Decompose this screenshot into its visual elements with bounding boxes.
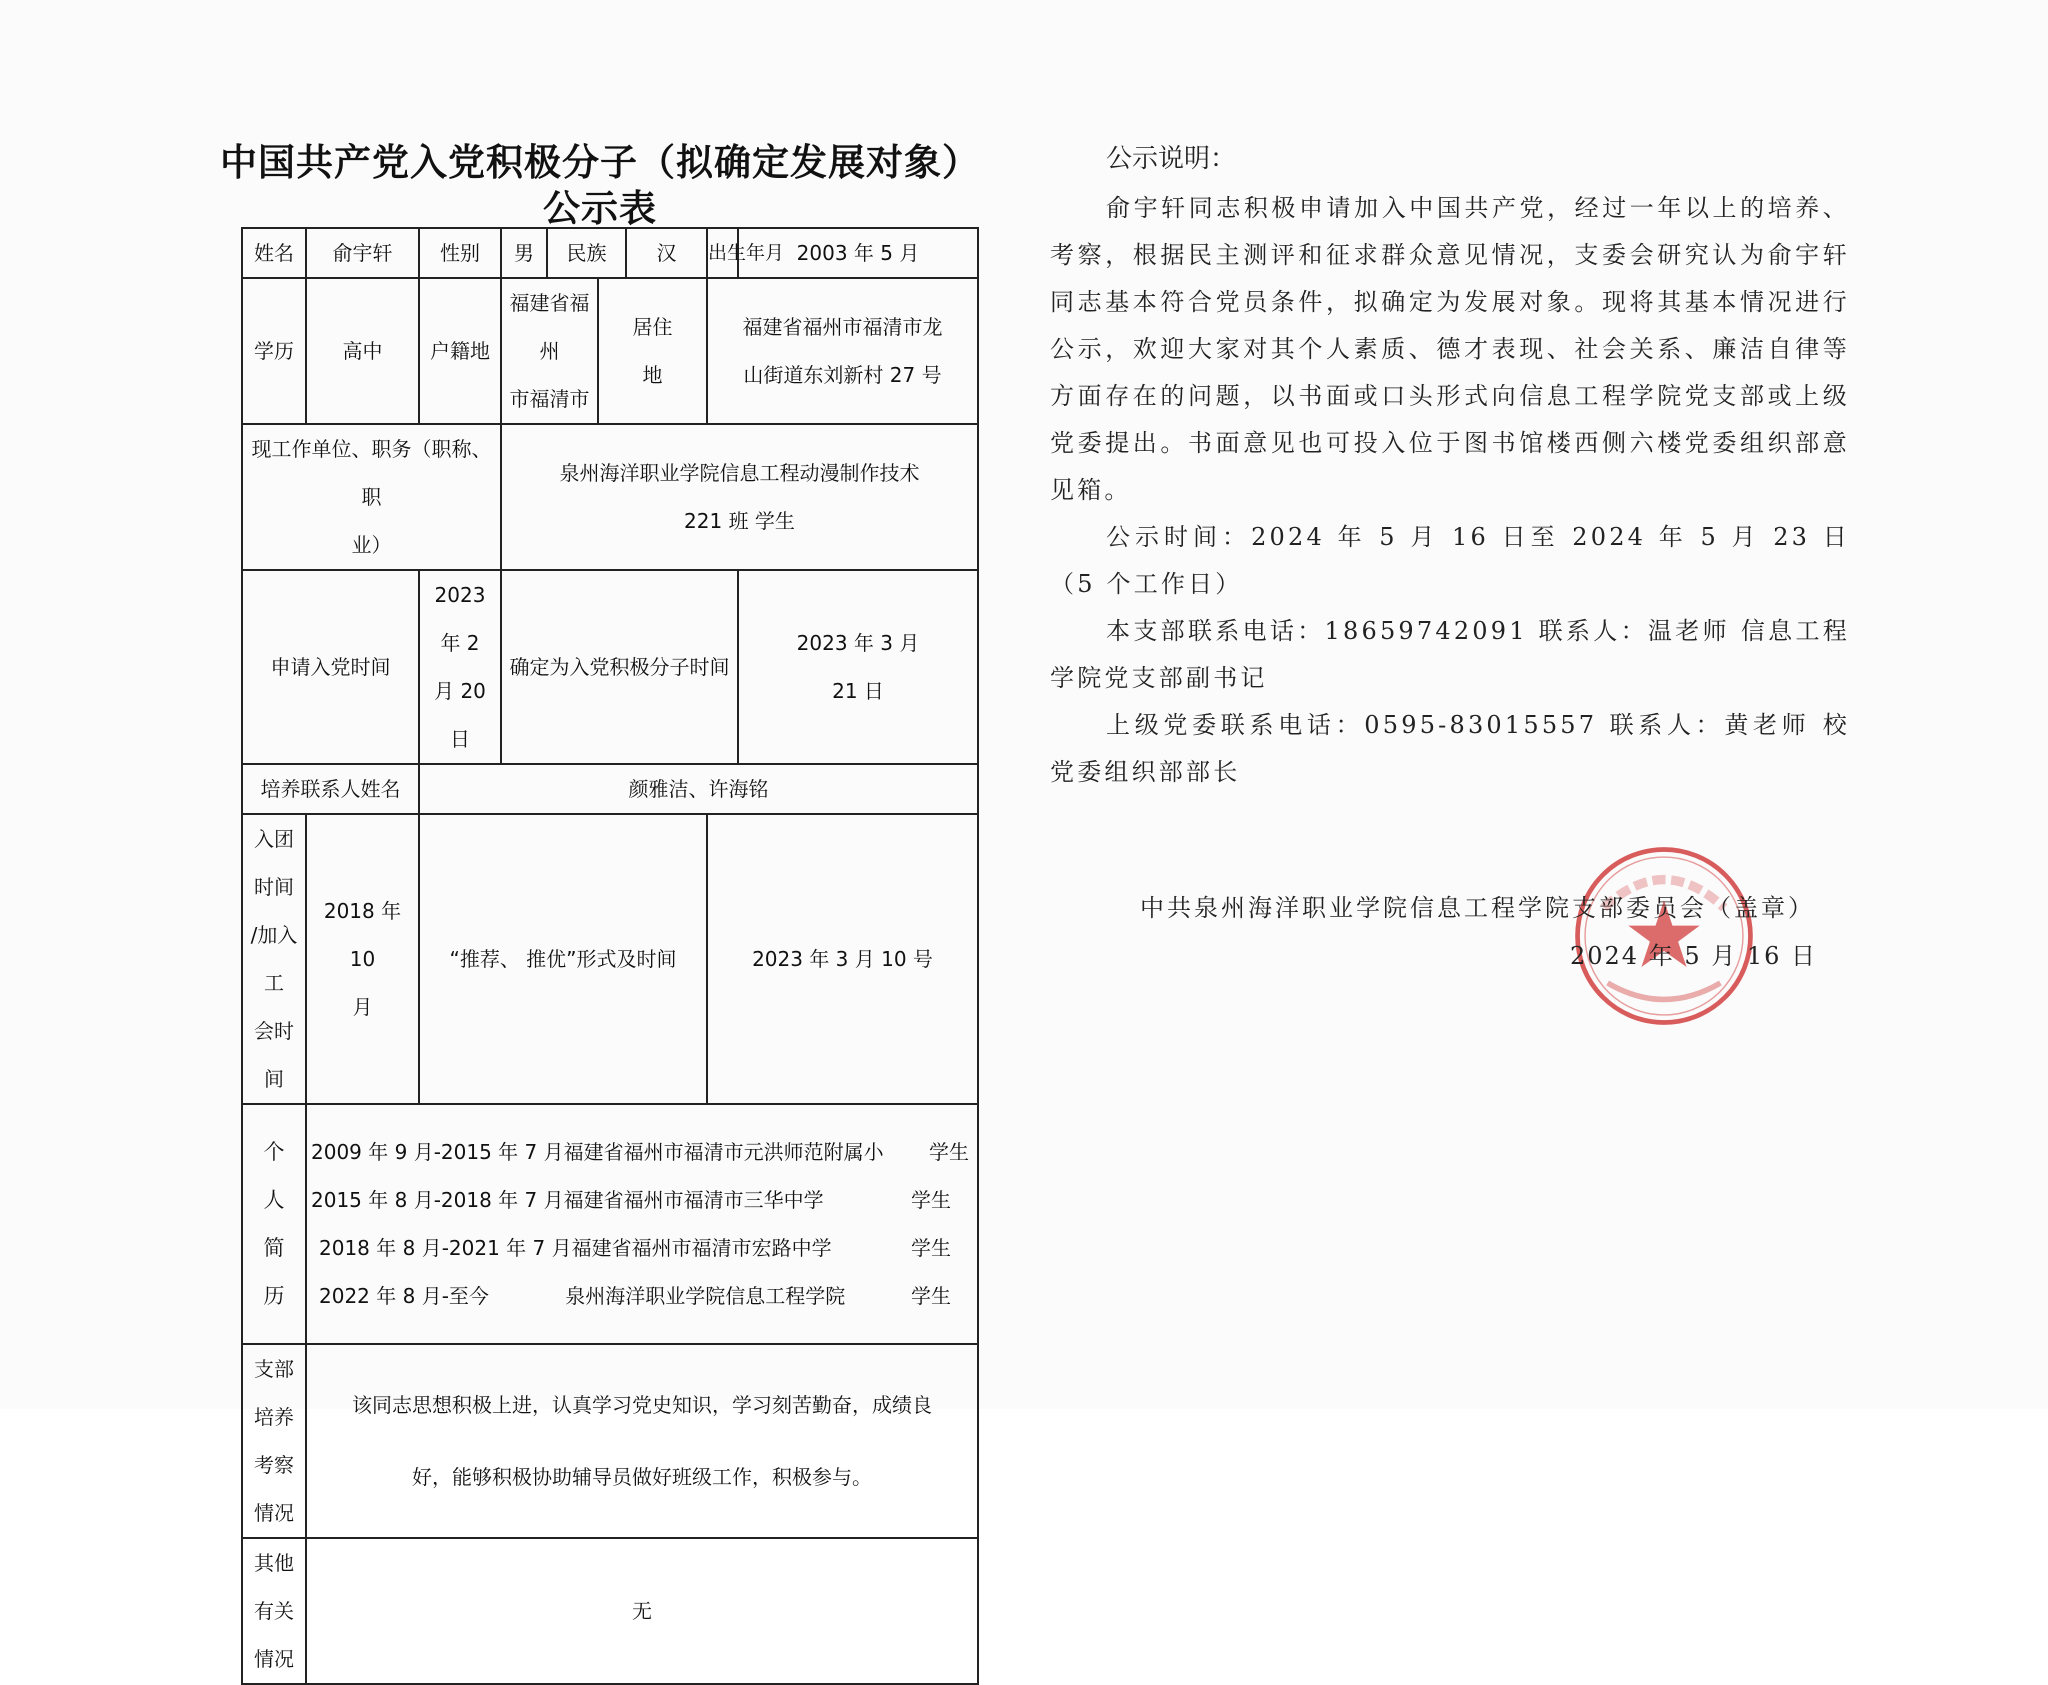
- ethnicity-label: 民族: [547, 228, 626, 278]
- assess-label-line-2: 培养: [254, 1405, 294, 1429]
- form-subtitle: 公示表: [543, 186, 657, 230]
- form-title: 中国共产党入党积极分子（拟确定发展对象）: [220, 140, 980, 184]
- resume-label-char-1: 个: [263, 1140, 285, 1164]
- resume-entry-role: 学生: [911, 1236, 951, 1260]
- birth-value: 2003 年 5 月: [738, 228, 978, 278]
- notice-period: 公示时间：2024 年 5 月 16 日至 2024 年 5 月 23 日 （5 个工作日）: [1050, 523, 1850, 598]
- assess-line-2: 好，能够积极协助辅导员做好班级工作，积极参与。: [412, 1465, 872, 1489]
- resume-entry-period: 2015 年 8 月-2018 年 7 月福建省福州市福清市三华中学: [311, 1188, 824, 1212]
- hukou-line-2: 市福清市: [509, 387, 590, 411]
- work-label-line-2: 业）: [351, 533, 392, 557]
- education-label: 学历: [242, 278, 306, 424]
- education-value: 高中: [306, 278, 419, 424]
- league-line-1: 2018 年 10: [323, 899, 402, 971]
- contact-value: 颜雅洁、许海铭: [419, 764, 978, 814]
- resume-label: [242, 1104, 306, 1344]
- assess-value: [306, 1344, 978, 1538]
- work-line-2: 221 班 学生: [684, 509, 795, 533]
- other-label-line-2: 有关: [254, 1599, 294, 1623]
- activist-line-2: 21 日: [832, 679, 884, 703]
- league-label-line-2: /加入工: [250, 923, 298, 995]
- resume-entry-role: 学生: [911, 1188, 951, 1212]
- assess-label: [242, 1344, 306, 1538]
- resume-label-char-4: 历: [263, 1284, 285, 1308]
- publicity-table: [241, 227, 979, 1685]
- hukou-value: [501, 278, 598, 424]
- resume-entry: [311, 1128, 973, 1176]
- ethnicity-value: 汉: [626, 228, 707, 278]
- activist-value: [738, 570, 978, 764]
- resume-entry: [311, 1272, 973, 1320]
- notice-section: [1050, 138, 1850, 796]
- work-line-1: 泉州海洋职业学院信息工程动漫制作技术: [559, 461, 920, 485]
- apply-label: 申请入党时间: [242, 570, 419, 764]
- signoff-organization: 中共泉州海洋职业学院信息工程学院支部委员会（盖章）: [1140, 894, 1815, 922]
- resume-entry-period: 2022 年 8 月-至今 泉州海洋职业学院信息工程学院: [319, 1284, 846, 1308]
- apply-value: [419, 570, 501, 764]
- contact-label: 培养联系人姓名: [242, 764, 419, 814]
- apply-line-2: 月 20 日: [434, 679, 486, 751]
- recommend-label: “推荐、 推优”形式及时间: [419, 814, 707, 1104]
- gender-value: 男: [501, 228, 547, 278]
- assess-line-1: 该同志思想积极上进，认真学习党史知识，学习刻苦勤奋，成绩良: [352, 1393, 932, 1417]
- notice-paragraph: 俞宇轩同志积极申请加入中国共产党，经过一年以上的培养、考察，根据民主测评和征求群众意见情况，支委会研究认为俞宇轩同志基本符合党员条件，拟确定为发展对象。现将其基本情况进行公示，欢迎大家对其个人素质、德才表现、社会关系、廉洁自律等方面存在的问题，以书面或口头形式向信息工程学院党支部或上级党委提出。书面意见也可投入位于图书馆楼西侧六楼党委组织部意见箱。: [1050, 194, 1850, 504]
- other-label-line-1: 其他: [254, 1551, 294, 1575]
- resume-entry-role: 学生: [929, 1140, 969, 1164]
- notice-upper-contact: 上级党委联系电话：0595-83015557 联系人：黄老师 校党委组织部部长: [1050, 711, 1850, 786]
- residence-label-line-1: 居住: [632, 315, 673, 339]
- gender-label: 性别: [419, 228, 501, 278]
- resume-entries: [306, 1104, 978, 1344]
- notice-heading: 公示说明：: [1106, 144, 1237, 174]
- resume-label-char-2: 人: [263, 1188, 285, 1212]
- name-label: 姓名: [242, 228, 306, 278]
- birth-label: 出生年月: [707, 228, 738, 278]
- league-label-line-3: 会时间: [254, 1019, 294, 1091]
- resume-label-char-3: 简: [263, 1236, 285, 1260]
- other-label-line-3: 情况: [254, 1647, 294, 1671]
- assess-label-line-1: 支部: [254, 1357, 294, 1381]
- other-value: 无: [306, 1538, 978, 1684]
- work-label: [242, 424, 501, 570]
- residence-value: [707, 278, 978, 424]
- residence-label: [598, 278, 707, 424]
- name-value: 俞宇轩: [306, 228, 419, 278]
- resume-entry: [311, 1176, 973, 1224]
- resume-entry-period: 2018 年 8 月-2021 年 7 月福建省福州市福清市宏路中学: [319, 1236, 832, 1260]
- activist-label: 确定为入党积极分子时间: [501, 570, 738, 764]
- league-line-2: 月: [352, 995, 373, 1019]
- work-label-line-1: 现工作单位、职务（职称、职: [251, 437, 492, 509]
- resume-entry: [311, 1224, 973, 1272]
- activist-line-1: 2023 年 3 月: [796, 631, 920, 655]
- assess-label-line-3: 考察: [254, 1453, 294, 1477]
- league-label-line-1: 入团时间: [254, 827, 294, 899]
- hukou-line-1: 福建省福州: [509, 291, 590, 363]
- other-label: [242, 1538, 306, 1684]
- league-value: [306, 814, 419, 1104]
- recommend-value: 2023 年 3 月 10 号: [707, 814, 978, 1104]
- notice-branch-contact: 本支部联系电话：18659742091 联系人：温老师 信息工程学院党支部副书记: [1050, 617, 1850, 692]
- resume-entry-period: 2009 年 9 月-2015 年 7 月福建省福州市福清市元洪师范附属小: [311, 1140, 884, 1164]
- residence-line-1: 福建省福州市福清市龙: [742, 315, 943, 339]
- assess-label-line-4: 情况: [254, 1501, 294, 1525]
- resume-entry-role: 学生: [911, 1284, 951, 1308]
- apply-line-1: 2023 年 2: [434, 583, 486, 655]
- league-label: [242, 814, 306, 1104]
- residence-line-2: 山街道东刘新村 27 号: [743, 363, 942, 387]
- work-value: [501, 424, 978, 570]
- hukou-label: 户籍地: [419, 278, 501, 424]
- residence-label-line-2: 地: [642, 363, 663, 387]
- signoff-date: 2024 年 5 月 16 日: [1570, 942, 1818, 970]
